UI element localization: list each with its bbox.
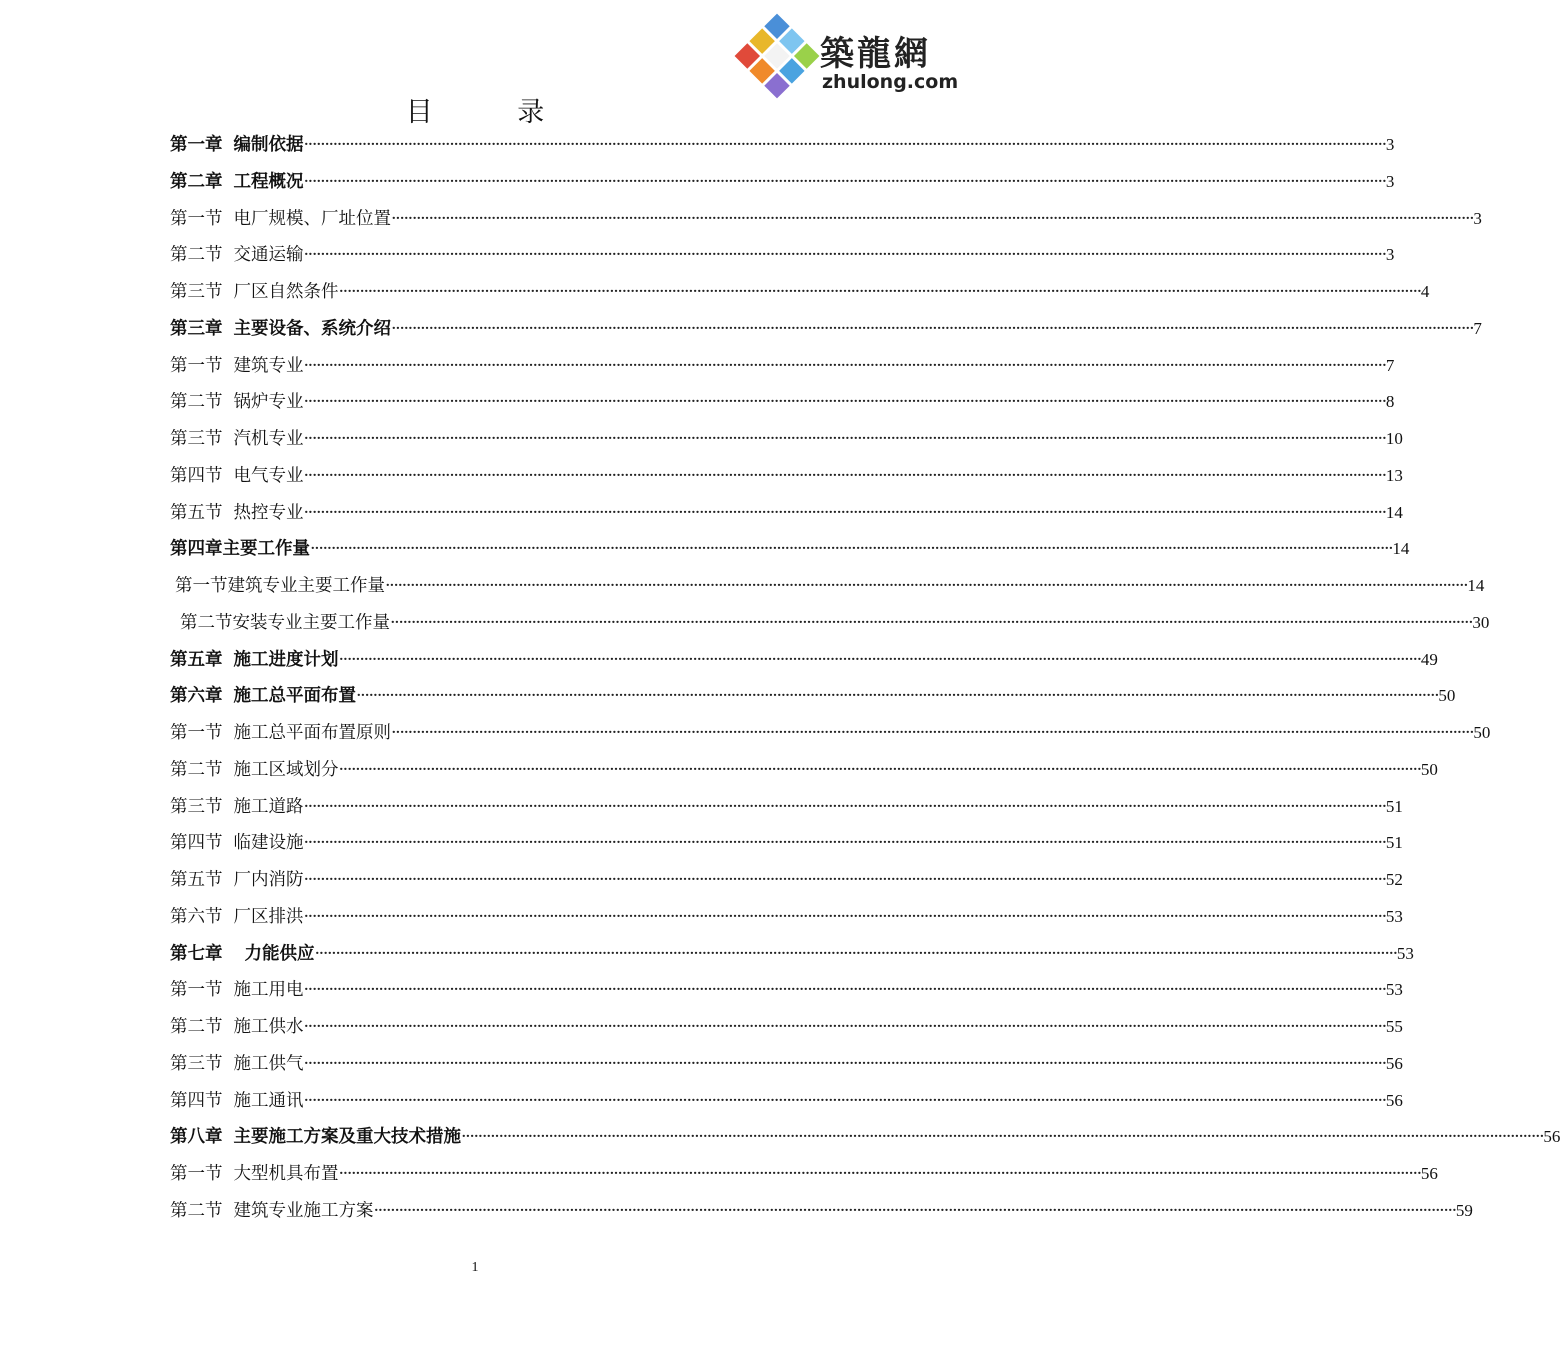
- toc-entry-title: [170, 682, 356, 707]
- toc-entry-text: 厂区排洪: [233, 906, 304, 927]
- dot-leader: ····································································································································································································································································: [391, 208, 1474, 229]
- toc-entry-text: 汽机专业: [233, 429, 304, 449]
- toc-entry-number: 第六节: [170, 906, 223, 927]
- toc-entry-title: [170, 1197, 374, 1222]
- toc-entry-text: 施工进度计划: [233, 649, 339, 670]
- toc-page-number: 50: [1438, 686, 1456, 706]
- toc-entry-title: [170, 1013, 304, 1038]
- dot-leader: ····································································································································································································································································: [303, 1053, 1386, 1074]
- toc-entry-title: [170, 793, 304, 818]
- toc-entry-text: 热控专业: [233, 502, 304, 523]
- toc-page-number: 3: [1385, 245, 1395, 265]
- dot-leader: ····································································································································································································································································: [338, 1164, 1421, 1184]
- dot-leader: ····································································································································································································································································: [310, 539, 1393, 560]
- toc-entry-title: [170, 315, 391, 340]
- toc-entry-text: 主要施工方案及重大技术措施: [233, 1127, 461, 1148]
- toc-chapter-entry[interactable]: [170, 1123, 1560, 1159]
- toc-entry-text: 主要设备、系统介绍: [233, 318, 391, 339]
- toc-entry-title: [170, 1050, 304, 1075]
- toc-page-number: 55: [1385, 1017, 1403, 1036]
- toc-entry-number: 第五节: [170, 870, 223, 890]
- dot-leader: ····································································································································································································································································: [373, 1200, 1456, 1221]
- toc-entry-title: [170, 1087, 304, 1112]
- toc-entry-number: 第二节: [170, 759, 223, 780]
- toc-entry-title: [170, 1123, 461, 1148]
- toc-entry-text: 电气专业: [233, 465, 304, 486]
- toc-entry-text: 建筑专业: [233, 355, 304, 376]
- toc-entry-title: [170, 719, 391, 744]
- toc-entry-number: 第六章: [170, 686, 223, 707]
- page-number: 1: [471, 1260, 479, 1275]
- dot-leader: ····································································································································································································································································: [314, 943, 1397, 964]
- dot-leader: ····································································································································································································································································: [303, 502, 1386, 523]
- toc-section-entry[interactable]: [170, 1050, 1403, 1086]
- toc-entry-number: 第四节: [170, 833, 223, 854]
- toc-entry-number: 第四节: [170, 1090, 223, 1111]
- toc-entry-title: [170, 646, 339, 671]
- toc-entry-text: 施工总平面布置原则: [233, 723, 391, 743]
- toc-section-entry[interactable]: [170, 903, 1403, 939]
- toc-entry-number: 第二节: [170, 245, 223, 266]
- toc-chapter-entry[interactable]: [170, 682, 1456, 718]
- toc-entry-title: [170, 462, 304, 487]
- toc-entry-number: 第四章: [170, 539, 223, 560]
- toc-section-entry[interactable]: [180, 609, 1490, 645]
- toc-page-number: 53: [1396, 943, 1414, 963]
- toc-entry-title: [170, 241, 304, 266]
- toc-entry-title: [180, 609, 390, 634]
- toc-entry-title: [170, 940, 315, 965]
- toc-section-entry[interactable]: [170, 1197, 1473, 1233]
- toc-section-entry[interactable]: [170, 866, 1403, 902]
- toc-entry-title: [175, 572, 385, 597]
- toc-entry-number: 第三章: [170, 318, 223, 339]
- toc-page-number: 51: [1385, 833, 1403, 853]
- toc-section-entry[interactable]: [170, 1087, 1403, 1123]
- toc-page-number: 56: [1543, 1127, 1560, 1147]
- toc-page-number: 59: [1455, 1200, 1473, 1220]
- toc-section-entry[interactable]: [170, 1013, 1403, 1049]
- toc-page-number: 56: [1385, 1053, 1403, 1073]
- toc-entry-title: [170, 756, 339, 781]
- toc-page-number: 50: [1420, 759, 1438, 779]
- toc-entry-number: 第三节: [170, 429, 223, 449]
- dot-leader: ····································································································································································································································································: [303, 355, 1386, 376]
- toc-page-number: 30: [1472, 612, 1490, 632]
- toc-entry-title: [170, 131, 304, 156]
- toc-entry-title: [170, 388, 304, 413]
- toc-entry-number: 第二节: [170, 1200, 223, 1221]
- logo-chinese-text: 築龍網: [820, 34, 931, 74]
- toc-page-number: 10: [1385, 429, 1403, 448]
- toc-page-number: 49: [1420, 649, 1438, 669]
- dot-leader: ····································································································································································································································································: [390, 612, 1473, 633]
- toc-page-number: 51: [1385, 796, 1403, 816]
- toc-entry-text: 锅炉专业: [233, 392, 304, 413]
- dot-leader: ····································································································································································································································································: [303, 870, 1386, 890]
- toc-section-entry[interactable]: [170, 241, 1395, 277]
- toc-entry-number: 第二章: [170, 171, 223, 192]
- toc-section-entry[interactable]: [170, 793, 1403, 829]
- toc-entry-number: 第四节: [170, 465, 223, 486]
- toc-entry-number: 第二节: [170, 392, 223, 413]
- toc-entry-text: 施工区域划分: [233, 759, 339, 780]
- toc-entry-text: 电厂规模、厂址位置: [233, 208, 391, 229]
- toc-page-number: 3: [1473, 208, 1482, 228]
- toc-page-number: 4: [1420, 282, 1430, 301]
- toc-entry-title: [170, 1160, 339, 1185]
- toc-entry-text: 施工道路: [233, 796, 304, 817]
- toc-entry-number: 第一节: [175, 576, 228, 596]
- toc-entry-text: 力能供应: [244, 943, 315, 964]
- toc-entry-title: [170, 278, 339, 303]
- toc-page-number: 52: [1385, 870, 1403, 889]
- toc-entry-text: 施工通讯: [233, 1090, 304, 1111]
- dot-leader: ····································································································································································································································································: [303, 980, 1386, 1001]
- dot-leader: ····································································································································································································································································: [303, 135, 1386, 155]
- dot-leader: ····································································································································································································································································: [303, 1090, 1386, 1111]
- toc-entry-title: [170, 829, 304, 854]
- toc-entry-title: [170, 205, 391, 230]
- toc-section-entry[interactable]: [170, 719, 1491, 755]
- toc-entry-number: 第二节: [170, 1017, 223, 1037]
- logo-domain-text: zhulong.com: [822, 71, 959, 93]
- toc-entry-text: 建筑专业主要工作量: [227, 576, 385, 596]
- toc-section-entry[interactable]: [170, 425, 1403, 461]
- dot-leader: ····································································································································································································································································: [303, 833, 1386, 854]
- dot-leader: ····································································································································································································································································: [303, 1017, 1386, 1037]
- toc-section-entry[interactable]: [170, 388, 1395, 424]
- toc-page-number: 7: [1385, 355, 1395, 375]
- dot-leader: ····································································································································································································································································: [303, 171, 1386, 192]
- toc-page-number: 14: [1467, 576, 1485, 595]
- toc-entry-number: 第三节: [170, 1053, 223, 1074]
- dot-leader: ····································································································································································································································································: [303, 906, 1386, 927]
- toc-page-number: 53: [1385, 906, 1403, 926]
- toc-entry-number: 第一节: [170, 208, 223, 229]
- toc-entry-title: [170, 866, 304, 891]
- toc-entry-number: 第一节: [170, 980, 223, 1001]
- toc-page-number: 50: [1473, 723, 1491, 742]
- toc-page-number: 3: [1385, 171, 1395, 191]
- toc-entry-title: [170, 535, 310, 560]
- toc-chapter-entry[interactable]: [170, 315, 1482, 351]
- toc-entry-number: 第一章: [170, 135, 223, 155]
- toc-page-number: 7: [1473, 318, 1482, 338]
- toc-page-number: 56: [1420, 1164, 1438, 1183]
- toc-entry-number: 第二节: [180, 612, 233, 633]
- toc-entry-text: 施工供水: [233, 1017, 304, 1037]
- toc-entry-text: 主要工作量: [222, 539, 310, 560]
- toc-entry-text: 施工总平面布置: [233, 686, 356, 707]
- toc-page-number: 53: [1385, 980, 1403, 1000]
- toc-entry-text: 交通运输: [233, 245, 304, 266]
- toc-section-entry[interactable]: [170, 756, 1438, 792]
- dot-leader: ····································································································································································································································································: [303, 796, 1386, 817]
- toc-entry-number: 第三节: [170, 796, 223, 817]
- dot-leader: ····································································································································································································································································: [303, 465, 1386, 486]
- toc-entry-text: 建筑专业施工方案: [233, 1200, 374, 1221]
- dot-leader: ····································································································································································································································································: [356, 686, 1439, 707]
- dot-leader: ····································································································································································································································································: [338, 649, 1421, 670]
- dot-leader: ····································································································································································································································································: [391, 318, 1474, 339]
- toc-section-entry[interactable]: [170, 976, 1403, 1012]
- toc-entry-number: 第八章: [170, 1127, 223, 1148]
- toc-section-entry[interactable]: [170, 829, 1403, 865]
- toc-entry-number: 第一节: [170, 1164, 223, 1184]
- toc-chapter-entry[interactable]: [170, 646, 1438, 682]
- dot-leader: ····································································································································································································································································: [391, 723, 1474, 743]
- toc-chapter-entry[interactable]: [170, 168, 1395, 204]
- toc-page-number: 13: [1385, 465, 1403, 485]
- toc-page-number: 3: [1385, 135, 1395, 154]
- toc-entry-title: [170, 903, 304, 928]
- toc-entry-text: 临建设施: [233, 833, 304, 854]
- dot-leader: ····································································································································································································································································: [338, 759, 1421, 780]
- toc-chapter-entry[interactable]: [170, 535, 1410, 571]
- toc-section-entry[interactable]: [175, 572, 1485, 608]
- toc-page-number: 14: [1385, 502, 1403, 522]
- toc-entry-title: [170, 976, 304, 1001]
- toc-entry-text: 厂区自然条件: [233, 282, 339, 302]
- toc-section-entry[interactable]: [170, 1160, 1438, 1196]
- toc-entry-number: 第一节: [170, 355, 223, 376]
- toc-entry-title: [170, 352, 304, 377]
- toc-entry-number: 第七章: [170, 943, 223, 964]
- toc-page-number: 8: [1385, 392, 1395, 412]
- toc-section-entry[interactable]: [170, 462, 1403, 498]
- toc-page-number: 56: [1385, 1090, 1403, 1110]
- toc-entry-text: 安装专业主要工作量: [232, 612, 390, 633]
- dot-leader: ····································································································································································································································································: [338, 282, 1421, 302]
- dot-leader: ····································································································································································································································································: [461, 1127, 1544, 1148]
- dot-leader: ····································································································································································································································································: [385, 576, 1468, 596]
- toc-section-entry[interactable]: [170, 278, 1430, 314]
- toc-entry-number: 第三节: [170, 282, 223, 302]
- toc-chapter-entry[interactable]: [170, 131, 1395, 167]
- dot-leader: ····································································································································································································································································: [303, 245, 1386, 266]
- toc-section-entry[interactable]: [170, 205, 1482, 241]
- dot-leader: ····································································································································································································································································: [303, 429, 1386, 449]
- toc-entry-number: 第一节: [170, 723, 223, 743]
- toc-entry-title: [170, 425, 304, 450]
- dot-leader: ····································································································································································································································································: [303, 392, 1386, 413]
- toc-entry-text: 施工用电: [233, 980, 304, 1001]
- toc-section-entry[interactable]: [170, 352, 1395, 388]
- toc-entry-text: 编制依据: [233, 135, 304, 155]
- toc-entry-number: 第五章: [170, 649, 223, 670]
- toc-entry-title: [170, 499, 304, 524]
- toc-entry-title: [170, 168, 304, 193]
- toc-entry-text: 大型机具布置: [233, 1164, 339, 1184]
- toc-entry-text: 工程概况: [233, 171, 304, 192]
- toc-entry-text: 施工供气: [233, 1053, 304, 1074]
- toc-chapter-entry[interactable]: [170, 940, 1414, 976]
- toc-entry-text: 厂内消防: [233, 870, 304, 890]
- toc-entry-number: 第五节: [170, 502, 223, 523]
- toc-section-entry[interactable]: [170, 499, 1403, 535]
- toc-title: 目 录: [405, 97, 583, 128]
- toc-page-number: 14: [1392, 539, 1410, 559]
